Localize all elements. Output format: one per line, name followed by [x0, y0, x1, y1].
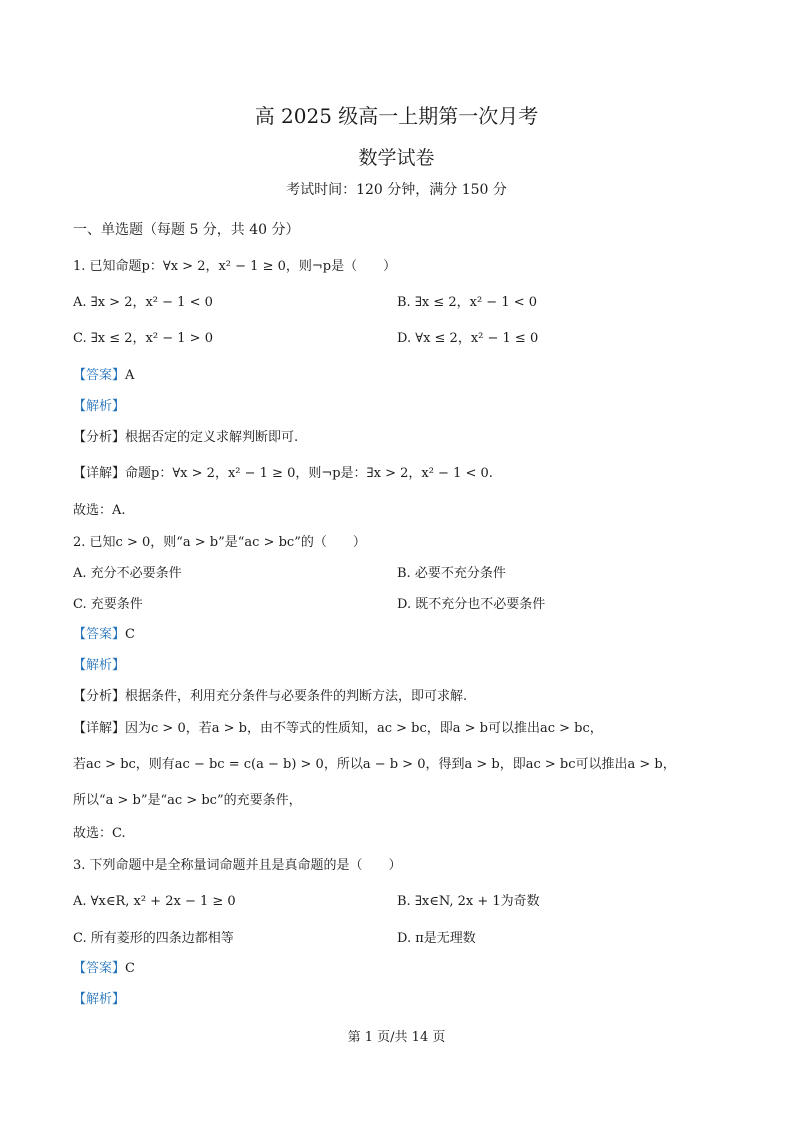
q2-fenxi-line	[73, 688, 467, 706]
q2-guxuan: 故选：C.	[73, 826, 126, 841]
q2-option-d: D. 既不充分也不必要条件	[397, 597, 546, 612]
q3-answer-line	[73, 960, 135, 978]
q1-jiexi-tag: 【解析】	[73, 399, 126, 414]
q3-option-b: B. ∃x∈N, 2x + 1为奇数	[397, 894, 540, 909]
q1-option-c: C. ∃x ≤ 2，x² − 1 > 0	[73, 331, 213, 346]
q2-fenxi: 根据条件，利用充分条件与必要条件的判断方法，即可求解.	[125, 689, 468, 704]
q3-answer: C	[125, 961, 135, 976]
q1-option-b: B. ∃x ≤ 2，x² − 1 < 0	[397, 295, 538, 310]
exam-subtitle: 数学试卷	[358, 147, 435, 169]
q1-fenxi-line	[73, 429, 298, 447]
q2-xiangjie-2: 若ac > bc，则有ac − bc = c(a − b) > 0，所以a − b > 0，得到a > b，即ac > bc可以推出a > b，	[73, 757, 676, 772]
q2-option-a: A. 充分不必要条件	[73, 566, 182, 581]
q3-stem: 3. 下列命题中是全称量词命题并且是真命题的是（ ）	[73, 858, 402, 873]
answer-tag: 【答案】	[73, 368, 126, 383]
q1-fenxi: 根据否定的定义求解判断即可.	[125, 430, 299, 445]
q2-answer: C	[125, 627, 135, 642]
fenxi-tag: 【分析】	[73, 430, 126, 445]
q1-guxuan: 故选：A.	[73, 503, 126, 518]
q1-option-a: A. ∃x > 2，x² − 1 < 0	[73, 295, 213, 310]
q2-stem: 2. 已知c > 0，则“a > b”是“ac > bc”的（ ）	[73, 535, 366, 550]
q2-xiangjie-3: 所以“a > b”是“ac > bc”的充要条件，	[73, 793, 302, 808]
q1-xiangjie-line	[73, 465, 493, 483]
answer-tag: 【答案】	[73, 961, 126, 976]
q1-xiangjie: 命题p：∀x > 2，x² − 1 ≥ 0，则¬p是：∃x > 2，x² − 1 < 0.	[125, 466, 493, 481]
section-heading: 一、单选题（每题 5 分，共 40 分）	[73, 222, 300, 238]
fenxi-tag: 【分析】	[73, 689, 126, 704]
q1-answer: A	[125, 368, 135, 383]
q3-option-d: D. π是无理数	[397, 931, 476, 946]
xiangjie-tag: 【详解】	[73, 721, 126, 736]
q2-xiangjie-1: 因为c > 0，若a > b，由不等式的性质知，ac > bc，即a > b可以推出ac > bc，	[125, 721, 603, 736]
q1-option-d: D. ∀x ≤ 2，x² − 1 ≤ 0	[397, 331, 539, 346]
q3-jiexi-tag: 【解析】	[73, 992, 126, 1007]
q1-answer-line	[73, 367, 134, 385]
exam-info: 考试时间：120 分钟，满分 150 分	[286, 182, 507, 198]
q1-stem: 1. 已知命题p：∀x > 2，x² − 1 ≥ 0，则¬p是（ ）	[73, 259, 397, 274]
q2-jiexi-tag: 【解析】	[73, 658, 126, 673]
q2-option-b: B. 必要不充分条件	[397, 566, 506, 581]
q2-answer-line	[73, 626, 135, 644]
page-footer: 第 1 页/共 14 页	[347, 1030, 446, 1045]
q2-option-c: C. 充要条件	[73, 597, 143, 612]
xiangjie-tag: 【详解】	[73, 466, 126, 481]
exam-title: 高 2025 级高一上期第一次月考	[254, 104, 539, 128]
answer-tag: 【答案】	[73, 627, 126, 642]
q3-option-a: A. ∀x∈R, x² + 2x − 1 ≥ 0	[73, 894, 236, 909]
q2-xiangjie-line	[73, 720, 603, 738]
q3-option-c: C. 所有菱形的四条边都相等	[73, 931, 234, 946]
